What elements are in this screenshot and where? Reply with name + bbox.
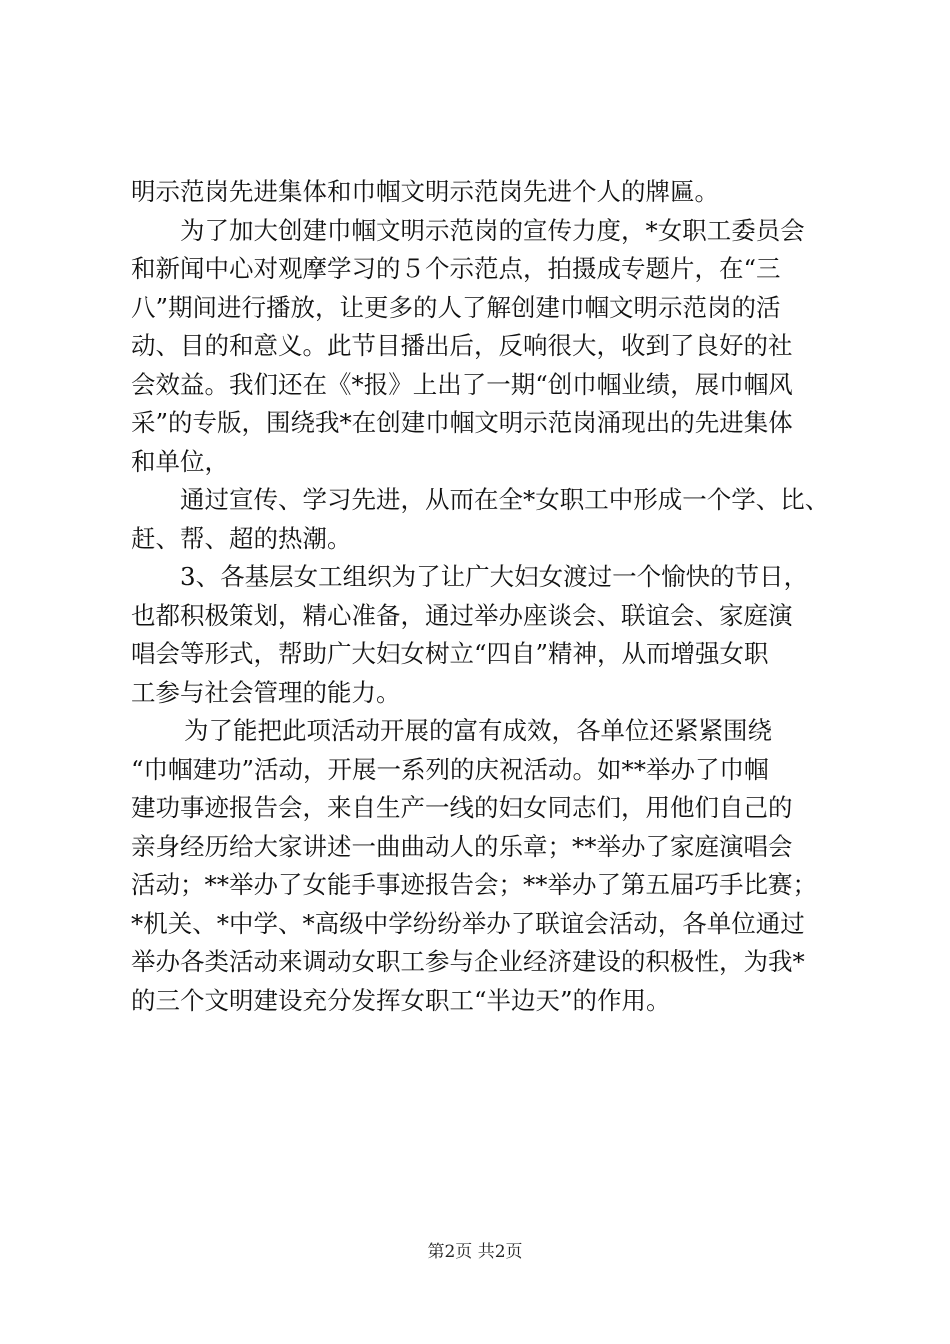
text-line: 的三个文明建设充分发挥女职工“半边天”的作用。 — [131, 985, 671, 1015]
text-line: 为了加大创建巾帼文明示范岗的宣传力度，*女职工委员会 — [180, 215, 805, 245]
text-line: 会效益。我们还在《*报》上出了一期“创巾帼业绩，展巾帼风 — [131, 369, 793, 399]
text-line: 活动；**举办了女能手事迹报告会；**举办了第五届巧手比赛； — [131, 870, 817, 899]
text-line: 亲身经历给大家讲述一曲曲动人的乐章；**举办了家庭演唱会 — [131, 831, 793, 861]
text-line: 赶、帮、超的热潮。 — [131, 523, 352, 553]
text-line: 通过宣传、学习先进，从而在全*女职工中形成一个学、比、 — [180, 485, 830, 514]
text-line: 和单位， — [131, 446, 229, 476]
text-line: 建功事迹报告会，来自生产一线的妇女同志们，用他们自己的 — [131, 793, 793, 822]
text-line: 举办各类活动来调动女职工参与企业经济建设的积极性，为我* — [131, 947, 805, 976]
text-line: 也都积极策划，精心准备，通过举办座谈会、联谊会、家庭演 — [131, 600, 793, 630]
document-body — [131, 173, 831, 1020]
text-line: 3、各基层女工组织为了让广大妇女渡过一个愉快的节日， — [180, 562, 809, 591]
text-line: 八”期间进行播放，让更多的人了解创建巾帼文明示范岗的活 — [131, 292, 781, 322]
text-line: 和新闻中心对观摩学习的５个示范点，拍摄成专题片，在“三 — [131, 254, 781, 283]
page-footer — [0, 1240, 950, 1264]
text-line: *机关、*中学、*高级中学纷纷举办了联谊会活动，各单位通过 — [131, 908, 805, 938]
text-line: 工参与社会管理的能力。 — [131, 677, 401, 707]
page-number: 第2页 共2页 — [427, 1242, 523, 1262]
text-line: 采”的专版，围绕我*在创建巾帼文明示范岗涌现出的先进集体 — [131, 408, 793, 437]
text-line: 唱会等形式，帮助广大妇女树立“四自”精神，从而增强女职 — [131, 639, 769, 668]
text-line: “巾帼建功”活动，开展一系列的庆祝活动。如**举办了巾帼 — [131, 754, 769, 784]
text-line: 为了能把此项活动开展的富有成效，各单位还紧紧围绕 — [184, 716, 772, 745]
text-line: 明示范岗先进集体和巾帼文明示范岗先进个人的牌匾。 — [131, 177, 719, 206]
text-line: 动、目的和意义。此节目播出后，反响很大，收到了良好的社 — [131, 331, 793, 360]
